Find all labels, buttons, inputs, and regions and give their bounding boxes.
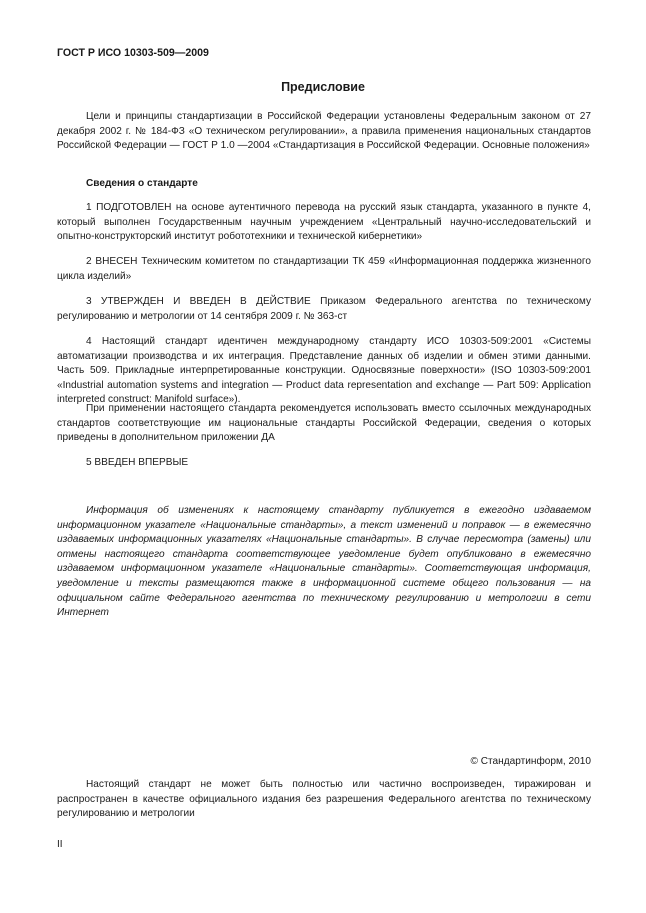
item-2: 2 ВНЕСЕН Техническим комитетом по стандартизации ТК 459 «Информационная поддержка жизненного цикла изделий»	[57, 256, 591, 282]
info-heading: Сведения о стандарте	[86, 178, 198, 189]
item-4-note: При применении настоящего стандарта рекомендуется использовать вместо ссылочных международных стандартов соответствующие им национальные стандарты Российской Федерации, сведения о которых приведены в дополнительном приложении ДА	[57, 403, 591, 444]
intro-paragraph: Цели и принципы стандартизации в Российской Федерации установлены Федеральным законом от 27 декабря 2002 г. № 184-ФЗ «О техническом регулировании», а правила применения национальных стандартов Российской Федерации — ГОСТ Р 1.0 —2004 «Стандартизация в Российской Федерации. Основные положения»	[57, 111, 591, 152]
reproduction-notice: Настоящий стандарт не может быть полностью или частично воспроизведен, тиражирован и распространен в качестве официального издания без разрешения Федерального агентства по техническому регулированию и метрологии	[57, 779, 591, 820]
item-5: 5 ВВЕДЕН ВПЕРВЫЕ	[86, 457, 189, 468]
page-number: II	[57, 839, 63, 850]
item-4: 4 Настоящий стандарт идентичен международному стандарту ИСО 10303-509:2001 «Системы автоматизации производства и их интеграция. Представление данных об изделии и обмен этими данными. Часть 509. Прикладные интерпретированные конструкции. Односвязные поверхности» (ISO 10303-509:2001 «Industrial automation systems and integration — Product data representation and exchange — Part 509: Application interpreted construct: Manifold surface»).	[57, 336, 591, 406]
copyright-notice: © Стандартинформ, 2010	[470, 756, 591, 767]
changes-info-paragraph: Информация об изменениях к настоящему стандарту публикуется в ежегодно издаваемом информационном указателе «Национальные стандарты», а текст изменений и поправок — в ежемесячно издаваемых информационных указателях «Национальные стандарты». В случае пересмотра (замены) или отмены настоящего стандарта соответствующее уведомление будет опубликовано в ежемесячно издаваемом информационном указателе «Национальные стандарты». Соответствующая информация, уведомление и тексты размещаются также в информационной системе общего пользования — на официальном сайте Федерального агентства по техническому регулированию и метрологии в сети Интернет	[57, 505, 591, 619]
item-3: 3 УТВЕРЖДЕН И ВВЕДЕН В ДЕЙСТВИЕ Приказом Федерального агентства по техническому регулированию и метрологии от 14 сентября 2009 г. № 363-ст	[57, 296, 591, 322]
item-1: 1 ПОДГОТОВЛЕН на основе аутентичного перевода на русский язык стандарта, указанного в пункте 4, который выполнен Государственным научным учреждением «Центральный научно-исследовательский и опытно-конструкторский институт робототехники и технической кибернетики»	[57, 202, 591, 243]
page-title: Предисловие	[281, 80, 365, 94]
standard-header: ГОСТ Р ИСО 10303-509—2009	[57, 47, 209, 59]
